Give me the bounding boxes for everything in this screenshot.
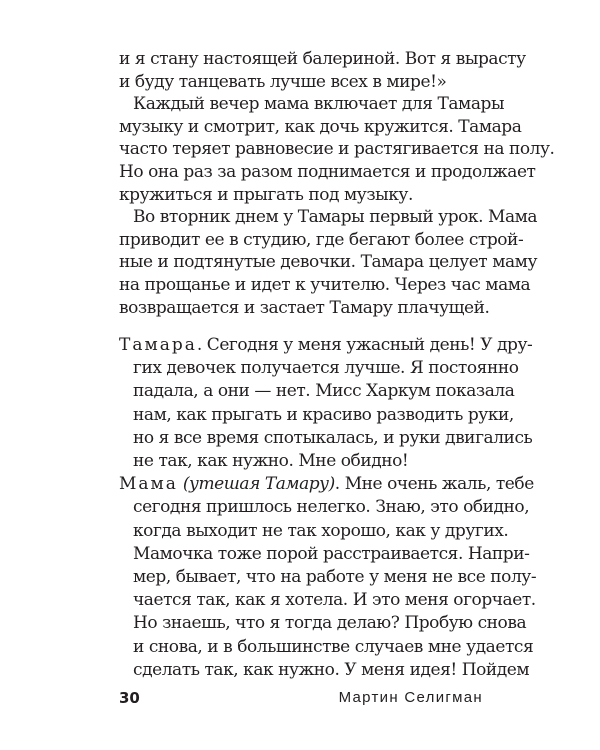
text-line: приводит ее в студию, где бегают более строй-: [119, 230, 524, 250]
text-line: Мамочка тоже порой расстраивается. Напри-: [133, 544, 530, 564]
dialogue-line-mama: [119, 473, 534, 495]
text-line: сегодня пришлось нелегко. Знаю, это обидно,: [133, 497, 530, 517]
speaker-name: Мама: [119, 474, 178, 494]
text-line: Но знаешь, что я тогда делаю? Пробую снова: [133, 613, 527, 633]
text-line: гих девочек получается лучше. Я постоянно: [133, 358, 519, 378]
page-number: 30: [119, 689, 140, 707]
text-line: и я стану настоящей балериной. Вот я вырасту: [119, 49, 526, 69]
text-line: кружиться и прыгать под музыку.: [119, 185, 413, 205]
text-line: мер, бывает, что на работе у меня не все полу-: [133, 567, 537, 587]
text-line: возвращается и застает Тамару плачущей.: [119, 298, 490, 318]
dialogue-text: . Мне очень жаль, тебе: [334, 474, 534, 494]
text-line: и снова, и в большинстве случаев мне удается: [133, 637, 534, 657]
text-line: на прощанье и идет к учителю. Через час мама: [119, 275, 531, 295]
text-line: но я все время спотыкалась, и руки двигались: [133, 428, 533, 448]
stage-direction: (утешая Тамару): [182, 474, 335, 494]
text-line: часто теряет равновесие и растягивается на полу.: [119, 139, 555, 159]
text-line: когда выходит не так хорошо, как у других.: [133, 521, 509, 541]
text-line: Во вторник днем у Тамары первый урок. Мама: [133, 207, 538, 227]
running-head: Мартин Селигман: [338, 689, 483, 706]
text-line: музыку и смотрит, как дочь кружится. Тамара: [119, 117, 522, 137]
text-line: падала, а они — нет. Мисс Харкум показала: [133, 381, 515, 401]
text-line: сделать так, как нужно. У меня идея! Пойдем: [133, 660, 530, 680]
text-line: не так, как нужно. Мне обидно!: [133, 451, 409, 471]
dialogue-text: . Сегодня у меня ужасный день! У дру-: [196, 335, 533, 355]
text-line: Каждый вечер мама включает для Тамары: [133, 94, 505, 114]
dialogue-line-tamara: [119, 334, 533, 356]
speaker-name: Тамара: [119, 335, 197, 355]
text-line: ные и подтянутые девочки. Тамара целует маму: [119, 252, 537, 272]
text-line: Но она раз за разом поднимается и продолжает: [119, 162, 536, 182]
text-line: и буду танцевать лучше всех в мире!»: [119, 72, 447, 92]
text-line: чается так, как я хотела. И это меня огорчает.: [133, 590, 536, 610]
text-line: нам, как прыгать и красиво разводить руки,: [133, 405, 514, 425]
